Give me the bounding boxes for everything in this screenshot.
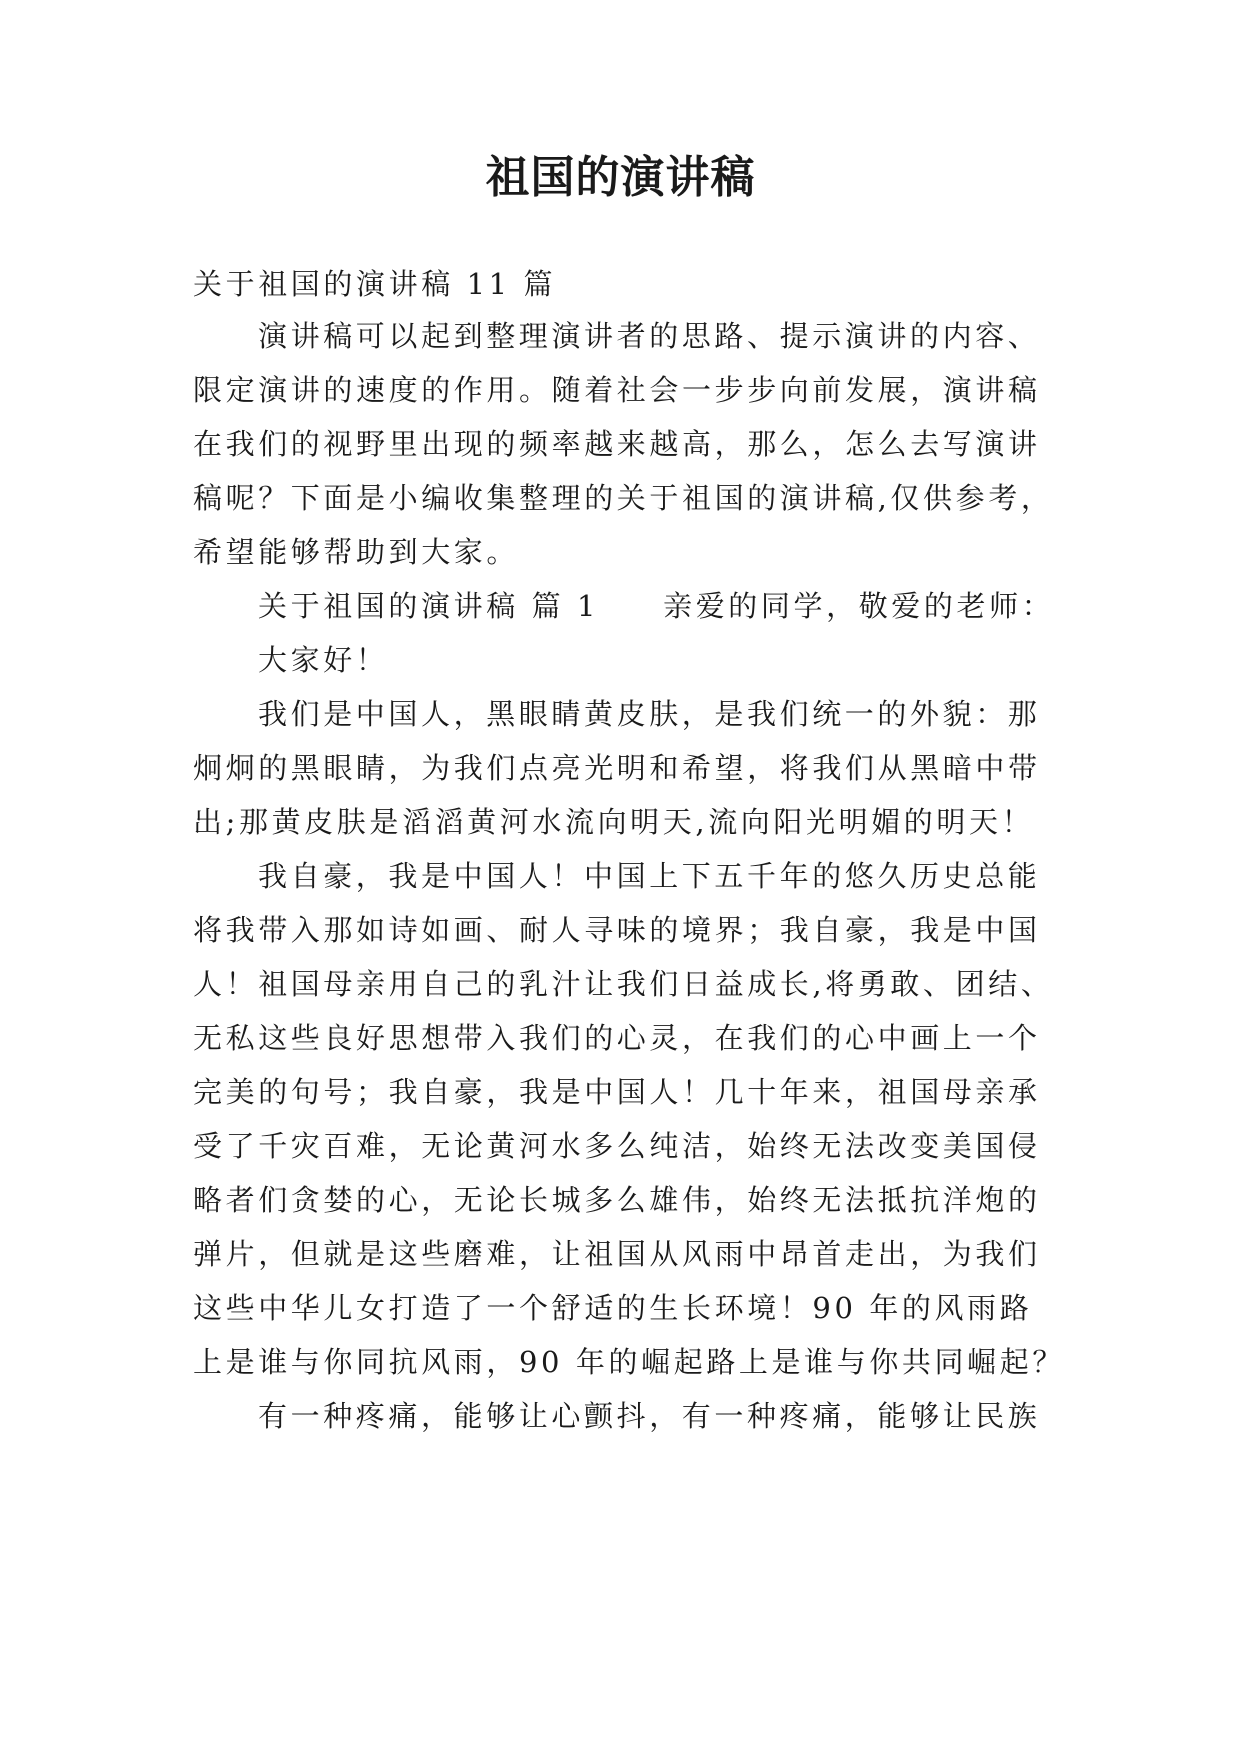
para2-line: 弹片，但就是这些磨难，让祖国从风雨中昂首走出，为我们	[193, 1237, 1041, 1271]
para2-line: 无私这些良好思想带入我们的心灵，在我们的心中画上一个	[193, 1021, 1041, 1055]
intro-line: 稿呢？下面是小编收集整理的关于祖国的演讲稿,仅供参考，	[193, 481, 1054, 515]
para3-line: 有一种疼痛，能够让心颤抖，有一种疼痛，能够让民族	[258, 1399, 1041, 1433]
para2-line: 这些中华儿女打造了一个舒适的生长环境！90 年的风雨路	[193, 1291, 1033, 1325]
intro-line: 演讲稿可以起到整理演讲者的思路、提示演讲的内容、	[258, 319, 1041, 353]
section-heading: 关于祖国的演讲稿 篇 1	[258, 589, 600, 623]
para1-line: 出;那黄皮肤是滔滔黄河水流向明天,流向阳光明媚的明天！	[193, 805, 1035, 839]
para2-line: 上是谁与你同抗风雨，90 年的崛起路上是谁与你共同崛起？	[193, 1345, 1065, 1379]
para2-line: 受了千灾百难，无论黄河水多么纯洁，始终无法改变美国侵	[193, 1129, 1041, 1163]
document-title: 祖国的演讲稿	[485, 152, 756, 203]
intro-line: 希望能够帮助到大家。	[193, 535, 520, 569]
para1-line: 炯炯的黑眼睛，为我们点亮光明和希望，将我们从黑暗中带	[193, 751, 1041, 785]
para2-line: 人！祖国母亲用自己的乳汁让我们日益成长,将勇敢、团结、	[193, 967, 1054, 1001]
section-heading-row	[258, 586, 1054, 626]
intro-line: 限定演讲的速度的作用。随着社会一步步向前发展，演讲稿	[193, 373, 1041, 407]
intro-line: 在我们的视野里出现的频率越来越高，那么，怎么去写演讲	[193, 427, 1041, 461]
greeting: 大家好！	[258, 643, 389, 677]
para2-line: 我自豪，我是中国人！中国上下五千年的悠久历史总能	[258, 859, 1041, 893]
para1-line: 我们是中国人，黑眼睛黄皮肤，是我们统一的外貌：那	[258, 697, 1041, 731]
para2-line: 将我带入那如诗如画、耐人寻味的境界；我自豪，我是中国	[193, 913, 1041, 947]
document-subtitle: 关于祖国的演讲稿 11 篇	[193, 267, 557, 301]
salutation: 亲爱的同学，敬爱的老师：	[663, 589, 1055, 623]
para2-line: 略者们贪婪的心，无论长城多么雄伟，始终无法抵抗洋炮的	[193, 1183, 1041, 1217]
para2-line: 完美的句号；我自豪，我是中国人！几十年来，祖国母亲承	[193, 1075, 1041, 1109]
